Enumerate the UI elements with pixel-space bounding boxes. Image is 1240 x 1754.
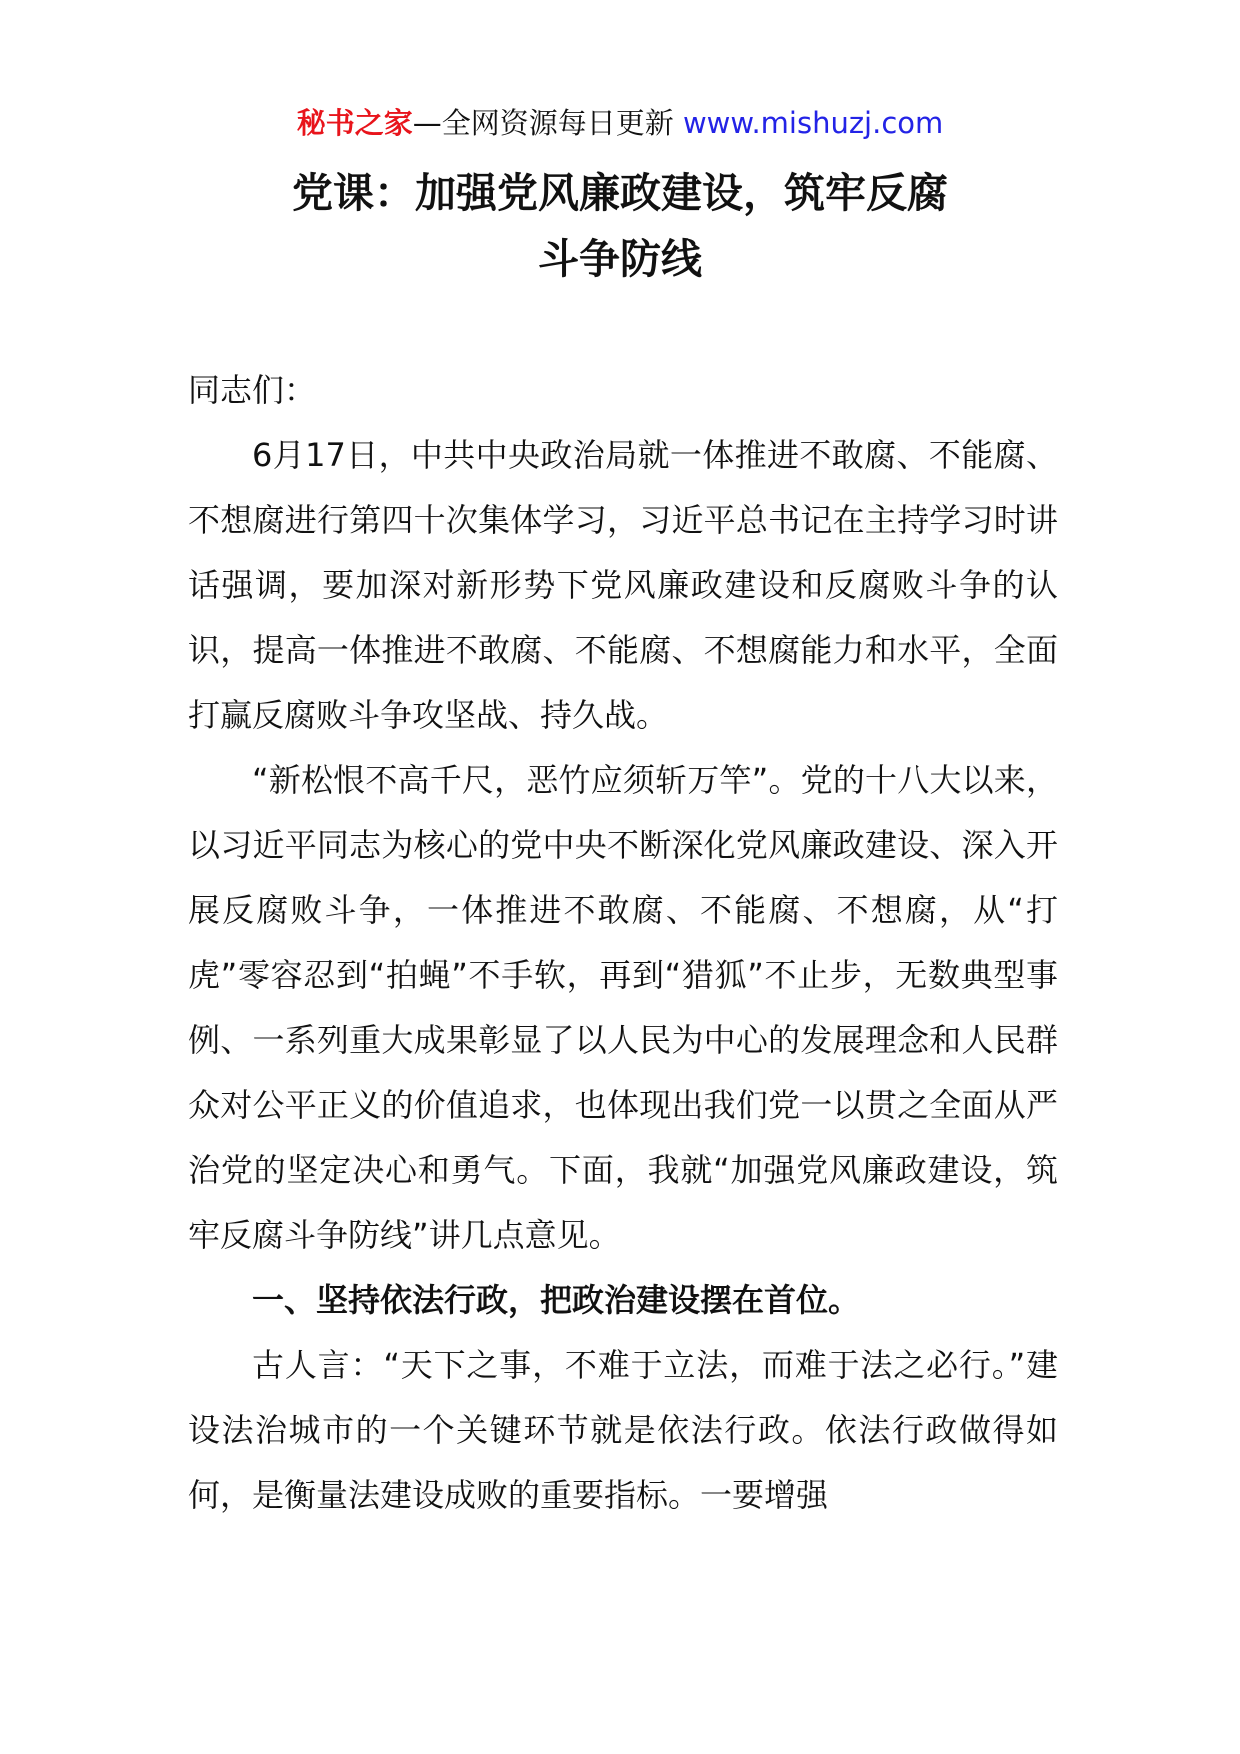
section-heading-1: 一、坚持依法行政，把政治建设摆在首位。 (252, 1281, 861, 1319)
site-header (0, 103, 1240, 143)
body-paragraph-2: “新松恨不高千尺，恶竹应须斩万竿”。党的十八大以来，以习近平同志为核心的党中央不断深化党风廉政建设、深入开展反腐败斗争，一体推进不敢腐、不能腐、不想腐，从“打虎”零容忍到“拍蝇”不手软，再到“猎狐”不止步，无数典型事例、一系列重大成果彰显了以人民为中心的发展理念和人民群众对公平正义的价值追求，也体现出我们党一以贯之全面从严治党的坚定决心和勇气。下面，我就“加强党风廉政建设，筑牢反腐斗争防线”讲几点意见。 (188, 761, 1058, 1254)
header-tagline: —全网资源每日更新 (412, 106, 683, 140)
body-paragraph-1: 6月17日，中共中央政治局就一体推进不敢腐、不能腐、不想腐进行第四十次集体学习，习近平总书记在主持学习时讲话强调，要加深对新形势下党风廉政建设和反腐败斗争的认识，提高一体推进不敢腐、不能腐、不想腐能力和水平，全面打赢反腐败斗争攻坚战、持久战。 (188, 436, 1058, 734)
brand-name: 秘书之家 (296, 106, 413, 140)
document-body (188, 358, 1058, 1528)
section-paragraph-1: 古人言：“天下之事，不难于立法，而难于法之必行。”建设法治城市的一个关键环节就是依法行政。依法行政做得如何，是衡量法建设成败的重要指标。一要增强 (188, 1346, 1058, 1514)
title-line-1: 党课：加强党风廉政建设，筑牢反腐 (292, 169, 948, 217)
document-title (0, 160, 1240, 292)
site-url-link[interactable]: www.mishuzj.com (682, 106, 944, 140)
title-line-2: 斗争防线 (538, 235, 702, 283)
salutation: 同志们： (188, 371, 317, 409)
